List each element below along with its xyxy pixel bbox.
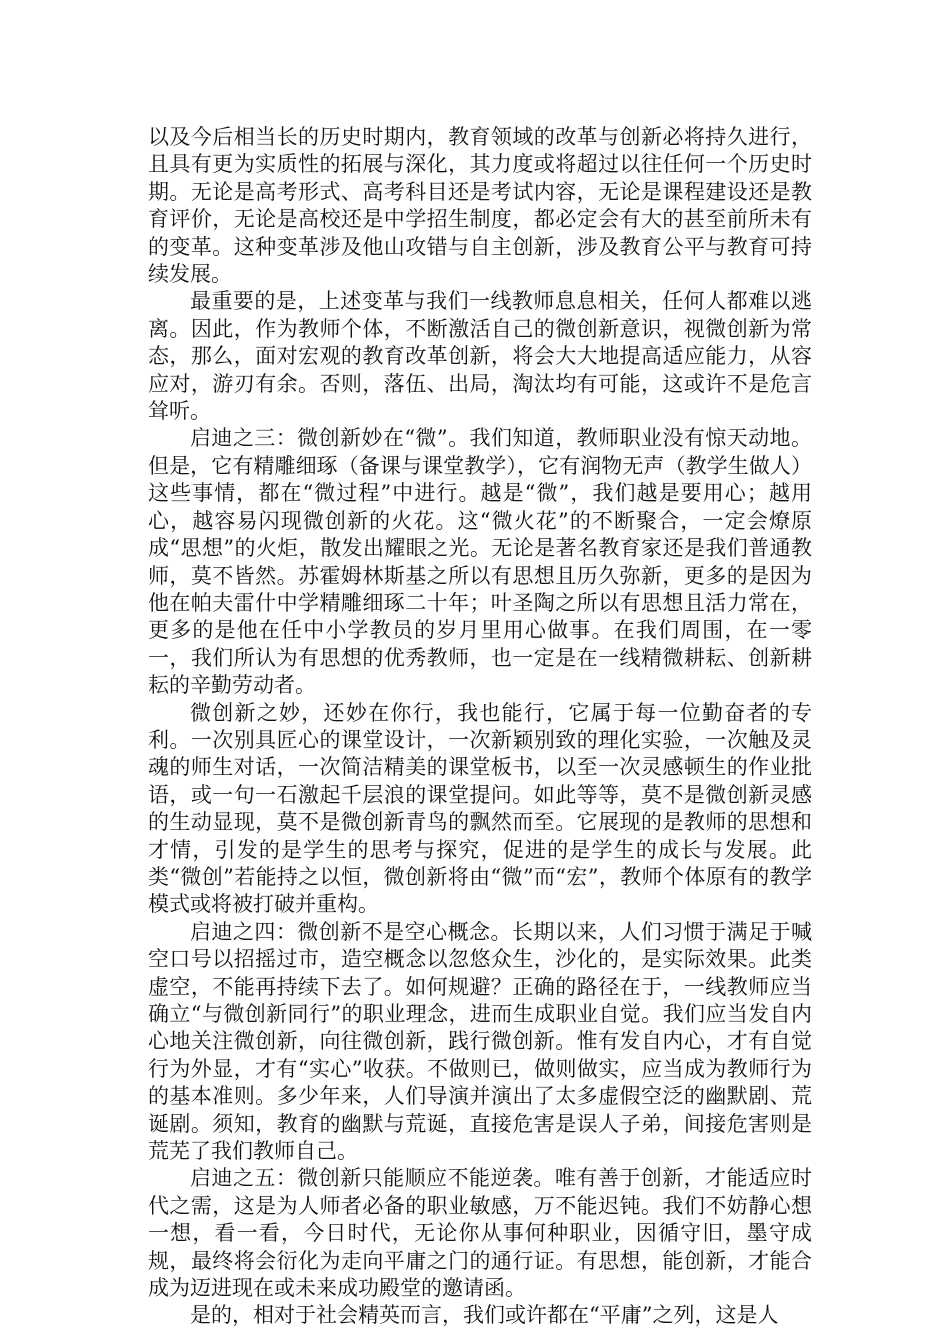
paragraph-2: 最重要的是，上述变革与我们一线教师息息相关，任何人都难以逃离。因此，作为教师个体，不断激活自己的微创新意识，视微创新为常态，那么，面对宏观的教育改革创新，将会大大地提高适应能力，从容应对，游刃有余。否则，落伍、出局，淘汰均有可能，这或许不是危言耸听。 — [148, 289, 812, 424]
paragraph-5: 启迪之四：微创新不是空心概念。长期以来，人们习惯于满足于喊空口号以招摇过市，造空概念以忽悠众生，沙化的，是实际效果。此类虚空，不能再持续下去了。如何规避？正确的路径在于，一线教师应当确立“与微创新同行”的职业理念，进而生成职业自觉。我们应当发自内心地关注微创新，向往微创新，践行微创新。惟有发自内心，才有自觉行为外显，才有“实心”收获。不做则已，做则做实，应当成为教师行为的基本准则。多少年来，人们导演并演出了太多虚假空泛的幽默剧、荒诞剧。须知，教育的幽默与荒诞，直接危害是误人子弟，间接危害则是荒芜了我们教师自己。 — [148, 919, 812, 1164]
paragraph-3: 启迪之三：微创新妙在“微”。我们知道，教师职业没有惊天动地。但是，它有精雕细琢（备课与课堂教学），它有润物无声（教学生做人）这些事情，都在“微过程”中进行。越是“微”，我们越是要用心；越用心，越容易闪现微创新的火花。这“微火花”的不断聚合，一定会燎原成“思想”的火炬，散发出耀眼之光。无论是著名教育家还是我们普通教师，莫不皆然。苏霍姆林斯基之所以有思想且历久弥新，更多的是因为他在帕夫雷什中学精雕细琢二十年；叶圣陶之所以有思想且活力常在，更多的是他在任中小学教员的岁月里用心做事。在我们周围，在一零一，我们所认为有思想的优秀教师，也一定是在一线精微耕耘、创新耕耘的辛勤劳动者。 — [148, 426, 812, 698]
paragraph-6: 启迪之五：微创新只能顺应不能逆袭。唯有善于创新，才能适应时代之需，这是为人师者必备的职业敏感，万不能迟钝。我们不妨静心想一想，看一看，今日时代，无论你从事何种职业，因循守旧，墨守成规，最终将会衍化为走向平庸之门的通行证。有思想，能创新，才能合成为迈进现在或未来成功殿堂的邀请函。 — [148, 1166, 812, 1301]
paragraph-7: 是的，相对于社会精英而言，我们或许都在“平庸”之列，这是人 — [190, 1303, 779, 1328]
paragraph-4: 微创新之妙，还妙在你行，我也能行，它属于每一位勤奋者的专利。一次别具匠心的课堂设计，一次新颖别致的理化实验，一次触及灵魂的师生对话，一次简洁精美的课堂板书，以至一次灵感顿生的作业批语，或一句一石激起千层浪的课堂提问。如此等等，莫不是微创新灵感的生动显现，莫不是微创新青鸟的飘然而至。它展现的是教师的思想和才情，引发的是学生的思考与探究，促进的是学生的成长与发展。此类“微创”若能持之以恒，微创新将由“微”而“宏”，教师个体原有的教学模式或将被打破并重构。 — [148, 700, 812, 917]
paragraph-1: 以及今后相当长的历史时期内，教育领域的改革与创新必将持久进行，且具有更为实质性的拓展与深化，其力度或将超过以往任何一个历史时期。无论是高考形式、高考科目还是考试内容，无论是课程建设还是教育评价，无论是高校还是中学招生制度，都必定会有大的甚至前所未有的变革。这种变革涉及他山攻错与自主创新，涉及教育公平与教育可持续发展。 — [148, 125, 812, 287]
body-text — [148, 124, 812, 1330]
